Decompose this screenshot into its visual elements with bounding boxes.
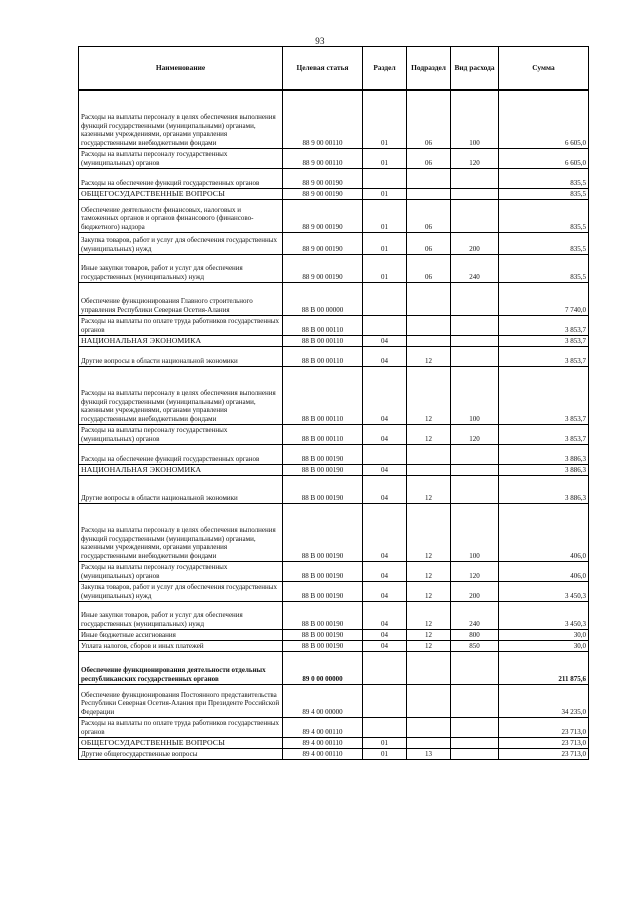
row-section: 04 [363,475,407,503]
row-target-article: 89 4 00 00110 [283,748,363,759]
row-target-article: 88 В 00 00190 [283,629,363,640]
row-name: Расходы на выплаты по оплате труда работников государственных органов [79,315,283,335]
table-row [79,232,589,254]
row-subsection: 12 [407,629,451,640]
row-sum: 406,0 [499,561,589,581]
row-target-article: 88 В 00 00110 [283,335,363,346]
row-expense-type [451,168,499,188]
table-row [79,475,589,503]
table-row [79,651,589,684]
row-subsection [407,335,451,346]
table-row [79,629,589,640]
row-target-article: 88 9 00 00190 [283,199,363,232]
row-target-article: 89 4 00 00110 [283,717,363,737]
row-sum: 30,0 [499,640,589,651]
row-sum: 211 875,6 [499,651,589,684]
row-sum: 6 605,0 [499,148,589,168]
row-target-article: 89 0 00 00000 [283,651,363,684]
row-section: 01 [363,148,407,168]
table-row [79,199,589,232]
row-subsection: 12 [407,640,451,651]
row-expense-type: 120 [451,561,499,581]
table-row [79,503,589,561]
row-target-article: 88 9 00 00110 [283,148,363,168]
row-target-article: 89 4 00 00110 [283,737,363,748]
row-section [363,168,407,188]
row-sum: 835,5 [499,168,589,188]
row-name: Другие вопросы в области национальной экономики [79,475,283,503]
row-expense-type: 200 [451,581,499,601]
row-target-article: 88 В 00 00190 [283,464,363,475]
row-subsection [407,651,451,684]
row-target-article: 88 В 00 00190 [283,601,363,629]
row-sum: 835,5 [499,188,589,199]
row-section [363,315,407,335]
row-subsection: 12 [407,581,451,601]
row-expense-type [451,335,499,346]
row-name: Расходы на выплаты персоналу в целях обеспечения выполнения функций государственными (муниципальными) органами, казенными учреждениями, органами управления государственными внебюджетными фондами [79,503,283,561]
row-name: Обеспечение функционирования деятельности отдельных республиканских государственных органов [79,651,283,684]
table-row [79,254,589,282]
table-row [79,444,589,464]
row-expense-type [451,315,499,335]
row-name: ОБЩЕГОСУДАРСТВЕННЫЕ ВОПРОСЫ [79,737,283,748]
row-expense-type [451,188,499,199]
row-name: Расходы на выплаты по оплате труда работников государственных органов [79,717,283,737]
row-name: Другие вопросы в области национальной экономики [79,346,283,366]
row-sum: 835,5 [499,254,589,282]
row-section: 01 [363,737,407,748]
row-section: 01 [363,90,407,148]
table-row [79,346,589,366]
row-subsection: 12 [407,561,451,581]
row-subsection [407,717,451,737]
row-expense-type [451,737,499,748]
row-subsection: 12 [407,346,451,366]
row-subsection [407,737,451,748]
row-expense-type: 100 [451,90,499,148]
table-row [79,148,589,168]
row-subsection [407,168,451,188]
row-section: 04 [363,629,407,640]
row-subsection [407,315,451,335]
row-name: Обеспечение деятельности финансовых, налоговых и таможенных органов и органов финансового (финансово-бюджетного) надзора [79,199,283,232]
row-sum: 835,5 [499,199,589,232]
row-section: 04 [363,503,407,561]
row-name: ОБЩЕГОСУДАРСТВЕННЫЕ ВОПРОСЫ [79,188,283,199]
row-target-article: 88 В 00 00190 [283,503,363,561]
table-row [79,464,589,475]
row-section: 04 [363,561,407,581]
row-name: НАЦИОНАЛЬНАЯ ЭКОНОМИКА [79,335,283,346]
row-subsection [407,444,451,464]
row-sum: 23 713,0 [499,737,589,748]
table-row [79,335,589,346]
table-row [79,90,589,148]
row-sum: 7 740,0 [499,282,589,315]
row-target-article: 88 В 00 00000 [283,282,363,315]
row-section: 01 [363,188,407,199]
row-sum: 30,0 [499,629,589,640]
row-section: 04 [363,601,407,629]
header-sum: Сумма [499,47,589,91]
header-section: Раздел [363,47,407,91]
row-sum: 23 713,0 [499,717,589,737]
row-sum: 3 450,3 [499,601,589,629]
table-row [79,188,589,199]
row-name: Закупка товаров, работ и услуг для обеспечения государственных (муниципальных) нужд [79,581,283,601]
row-sum: 3 853,7 [499,424,589,444]
row-name: Обеспечение функционирования Постоянного представительства Республики Северная Осетия-Алания при Президенте Российской Федерации [79,684,283,717]
row-target-article: 88 В 00 00110 [283,424,363,444]
row-expense-type: 850 [451,640,499,651]
row-name: Расходы на выплаты персоналу государственных (муниципальных) органов [79,424,283,444]
row-name: Расходы на выплаты персоналу в целях обеспечения выполнения функций государственными (муниципальными) органами, казенными учреждениями, органами управления государственными внебюджетными фондами [79,366,283,424]
row-sum: 3 853,7 [499,315,589,335]
row-section: 04 [363,366,407,424]
row-expense-type [451,199,499,232]
row-name: Расходы на обеспечение функций государственных органов [79,444,283,464]
row-subsection: 12 [407,424,451,444]
row-target-article: 88 В 00 00110 [283,346,363,366]
row-section: 01 [363,748,407,759]
row-expense-type: 100 [451,366,499,424]
row-section: 04 [363,640,407,651]
row-subsection: 06 [407,199,451,232]
page-number: 93 [315,36,325,46]
row-sum: 23 713,0 [499,748,589,759]
row-subsection: 13 [407,748,451,759]
row-section: 04 [363,346,407,366]
header-name: Наименование [79,47,283,91]
row-expense-type [451,464,499,475]
row-sum: 835,5 [499,232,589,254]
row-expense-type: 240 [451,601,499,629]
row-name: Другие общегосударственные вопросы [79,748,283,759]
row-expense-type: 240 [451,254,499,282]
table-row [79,684,589,717]
row-target-article: 88 В 00 00190 [283,561,363,581]
row-target-article: 88 В 00 00110 [283,366,363,424]
row-subsection [407,464,451,475]
row-sum: 6 605,0 [499,90,589,148]
row-expense-type: 800 [451,629,499,640]
row-target-article: 88 9 00 00190 [283,232,363,254]
header-expense-type: Вид расхода [451,47,499,91]
table-row [79,640,589,651]
table-row [79,601,589,629]
row-subsection [407,684,451,717]
row-name: Иные закупки товаров, работ и услуг для обеспечения государственных (муниципальных) нужд [79,601,283,629]
row-name: Расходы на выплаты персоналу государственных (муниципальных) органов [79,561,283,581]
row-section [363,717,407,737]
row-sum: 3 450,3 [499,581,589,601]
row-section: 01 [363,199,407,232]
table-body [79,90,589,759]
row-expense-type [451,475,499,503]
row-sum: 3 886,3 [499,464,589,475]
row-name: Закупка товаров, работ и услуг для обеспечения государственных (муниципальных) нужд [79,232,283,254]
row-section [363,282,407,315]
row-target-article: 88 9 00 00110 [283,90,363,148]
row-section: 01 [363,232,407,254]
row-name: Иные закупки товаров, работ и услуг для обеспечения государственных (муниципальных) нужд [79,254,283,282]
row-target-article: 88 В 00 00190 [283,444,363,464]
table-row [79,168,589,188]
row-expense-type [451,684,499,717]
table-row [79,748,589,759]
row-sum: 3 853,7 [499,366,589,424]
row-section: 04 [363,464,407,475]
table-row [79,581,589,601]
row-expense-type [451,346,499,366]
row-subsection: 12 [407,366,451,424]
table-row [79,737,589,748]
row-section [363,684,407,717]
table-row [79,561,589,581]
row-target-article: 88 В 00 00190 [283,475,363,503]
table-row [79,315,589,335]
row-subsection: 06 [407,254,451,282]
row-expense-type: 120 [451,424,499,444]
row-section: 01 [363,254,407,282]
row-sum: 406,0 [499,503,589,561]
row-target-article: 88 9 00 00190 [283,168,363,188]
row-section: 04 [363,335,407,346]
row-expense-type [451,282,499,315]
row-expense-type [451,748,499,759]
header-target-article: Целевая статья [283,47,363,91]
row-expense-type: 100 [451,503,499,561]
row-expense-type: 120 [451,148,499,168]
row-sum: 3 853,7 [499,346,589,366]
row-expense-type [451,651,499,684]
row-name: Уплата налогов, сборов и иных платежей [79,640,283,651]
row-subsection [407,282,451,315]
row-name: Расходы на обеспечение функций государственных органов [79,168,283,188]
row-section: 04 [363,581,407,601]
row-name: НАЦИОНАЛЬНАЯ ЭКОНОМИКА [79,464,283,475]
row-target-article: 88 В 00 00110 [283,315,363,335]
row-name: Расходы на выплаты персоналу в целях обеспечения выполнения функций государственными (муниципальными) органами, казенными учреждениями, органами управления государственными внебюджетными фондами [79,90,283,148]
row-subsection: 06 [407,90,451,148]
row-name: Расходы на выплаты персоналу государственных (муниципальных) органов [79,148,283,168]
row-expense-type [451,717,499,737]
row-section [363,444,407,464]
row-target-article: 88 В 00 00190 [283,581,363,601]
row-subsection: 06 [407,232,451,254]
row-subsection: 12 [407,601,451,629]
row-name: Обеспечение функционирования Главного строительного управления Республики Северная Осетия-Алания [79,282,283,315]
row-target-article: 89 4 00 00000 [283,684,363,717]
row-sum: 3 886,3 [499,475,589,503]
row-target-article: 88 В 00 00190 [283,640,363,651]
row-subsection: 12 [407,503,451,561]
row-name: Иные бюджетные ассигнования [79,629,283,640]
table-row [79,282,589,315]
row-subsection [407,188,451,199]
header-subsection: Подраздел [407,47,451,91]
row-target-article: 88 9 00 00190 [283,188,363,199]
budget-table [78,46,589,760]
table-row [79,424,589,444]
table-header-row [79,47,589,91]
row-target-article: 88 9 00 00190 [283,254,363,282]
row-sum: 34 235,0 [499,684,589,717]
table-row [79,717,589,737]
row-subsection: 12 [407,475,451,503]
row-section: 04 [363,424,407,444]
row-subsection: 06 [407,148,451,168]
row-expense-type [451,444,499,464]
row-sum: 3 886,3 [499,444,589,464]
row-sum: 3 853,7 [499,335,589,346]
row-section [363,651,407,684]
row-expense-type: 200 [451,232,499,254]
table-row [79,366,589,424]
